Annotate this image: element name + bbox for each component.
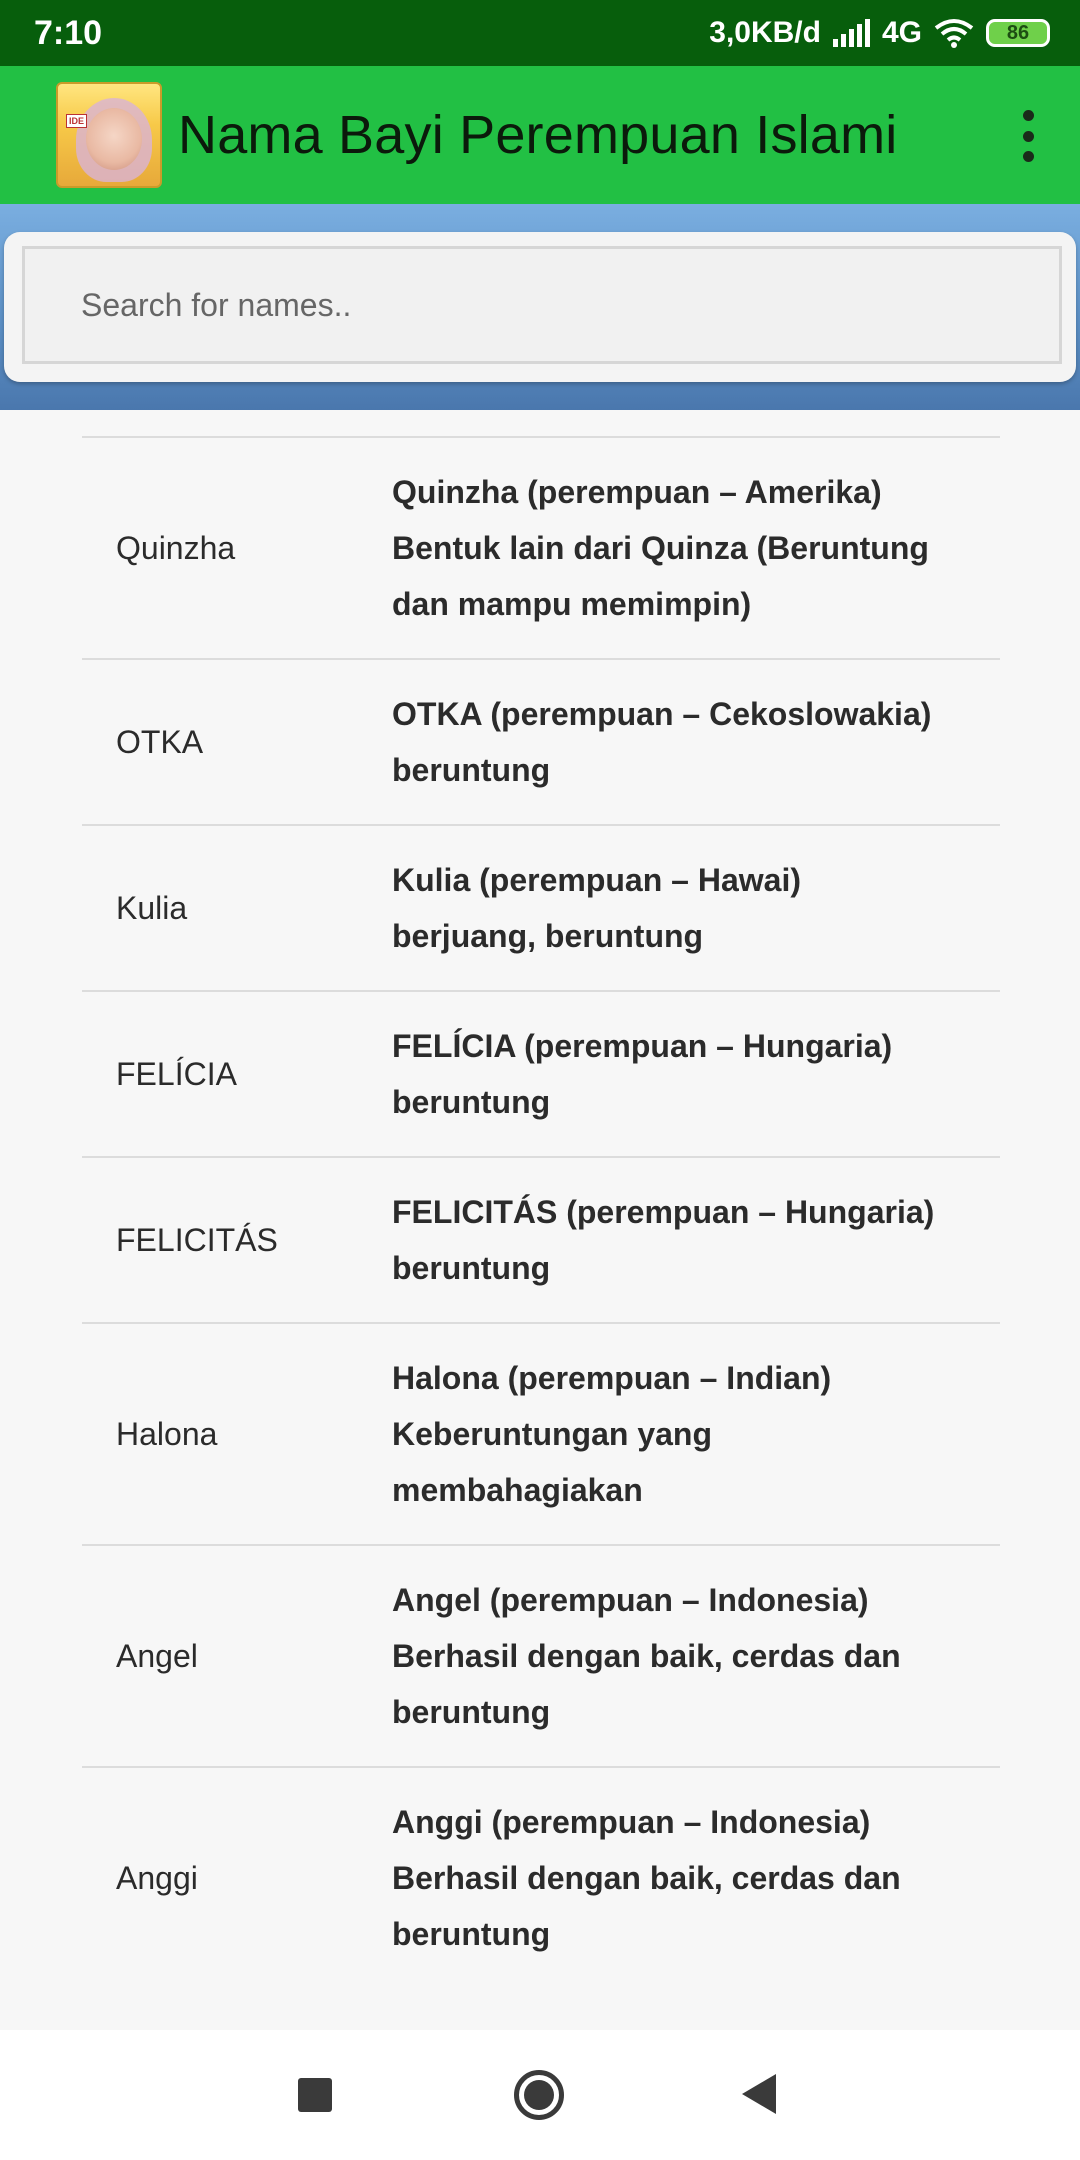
net-speed: 3,0KB/d (709, 16, 821, 49)
meaning-line: FELICITÁS (perempuan – Hungaria) (392, 1194, 935, 1230)
table-row (82, 824, 1000, 990)
meaning-line: Keberuntungan yang (392, 1416, 713, 1452)
name-cell: OTKA (116, 723, 204, 760)
name-cell: Angel (116, 1637, 198, 1674)
meaning-cell (392, 826, 1000, 990)
navigation-bar (0, 2030, 1080, 2160)
name-cell: Quinzha (116, 529, 236, 566)
name-cell: FELÍCIA (116, 1055, 237, 1092)
table-row (82, 990, 1000, 1156)
status-time: 7:10 (34, 13, 103, 52)
name-cell: Anggi (116, 1859, 198, 1896)
network-type: 4G (881, 16, 922, 49)
name-cell: Halona (116, 1415, 218, 1452)
battery-icon: 86 (986, 19, 1050, 47)
recents-icon[interactable] (298, 2078, 332, 2112)
table-row (82, 1156, 1000, 1322)
meaning-line: Kulia (perempuan – Hawai) (392, 862, 801, 898)
meaning-line: Halona (perempuan – Indian) (392, 1360, 832, 1396)
meaning-line: beruntung (392, 1084, 551, 1120)
meaning-line: membahagiakan (392, 1472, 643, 1508)
meaning-line: Berhasil dengan baik, cerdas dan (392, 1638, 901, 1674)
meaning-line: Quinzha (perempuan – Amerika) (392, 474, 882, 510)
meaning-line: OTKA (perempuan – Cekoslowakia) (392, 696, 932, 732)
back-icon[interactable] (742, 2074, 776, 2114)
meaning-cell (392, 992, 1000, 1156)
meaning-line: beruntung (392, 752, 551, 788)
table-row (82, 1544, 1000, 1766)
status-indicators (709, 16, 1050, 50)
meaning-line: Bentuk lain dari Quinza (Beruntung (392, 530, 929, 566)
table-row (82, 1322, 1000, 1544)
table-row (82, 436, 1000, 658)
names-table (82, 436, 1000, 1988)
wifi-icon (934, 18, 974, 48)
app-bar (0, 66, 1080, 204)
meaning-cell (392, 1324, 1000, 1544)
meaning-cell (392, 1768, 1000, 1988)
more-vert-icon[interactable] (1022, 110, 1034, 162)
meaning-line: Angel (perempuan – Indonesia) (392, 1582, 869, 1618)
meaning-line: beruntung (392, 1250, 551, 1286)
meaning-cell (392, 438, 1000, 658)
signal-icon (833, 19, 870, 47)
meaning-line: beruntung (392, 1694, 551, 1730)
search-card (4, 232, 1076, 382)
meaning-line: Anggi (perempuan – Indonesia) (392, 1804, 871, 1840)
home-icon[interactable] (514, 2070, 564, 2120)
meaning-line: FELÍCIA (perempuan – Hungaria) (392, 1028, 893, 1064)
name-cell: FELICITÁS (116, 1221, 278, 1258)
search-section (0, 204, 1080, 410)
meaning-cell (392, 660, 1000, 824)
meaning-line: dan mampu memimpin) (392, 586, 752, 622)
table-row (82, 1766, 1000, 1988)
app-title: Nama Bayi Perempuan Islami (178, 105, 898, 165)
app-logo-icon: IDE (56, 82, 162, 188)
meaning-cell (392, 1546, 1000, 1766)
name-cell: Kulia (116, 889, 188, 926)
status-bar (0, 0, 1080, 66)
table-row (82, 658, 1000, 824)
meaning-cell (392, 1158, 1000, 1322)
meaning-line: berjuang, beruntung (392, 918, 704, 954)
meaning-line: beruntung (392, 1916, 551, 1952)
search-input[interactable] (22, 246, 1062, 364)
meaning-line: Berhasil dengan baik, cerdas dan (392, 1860, 901, 1896)
